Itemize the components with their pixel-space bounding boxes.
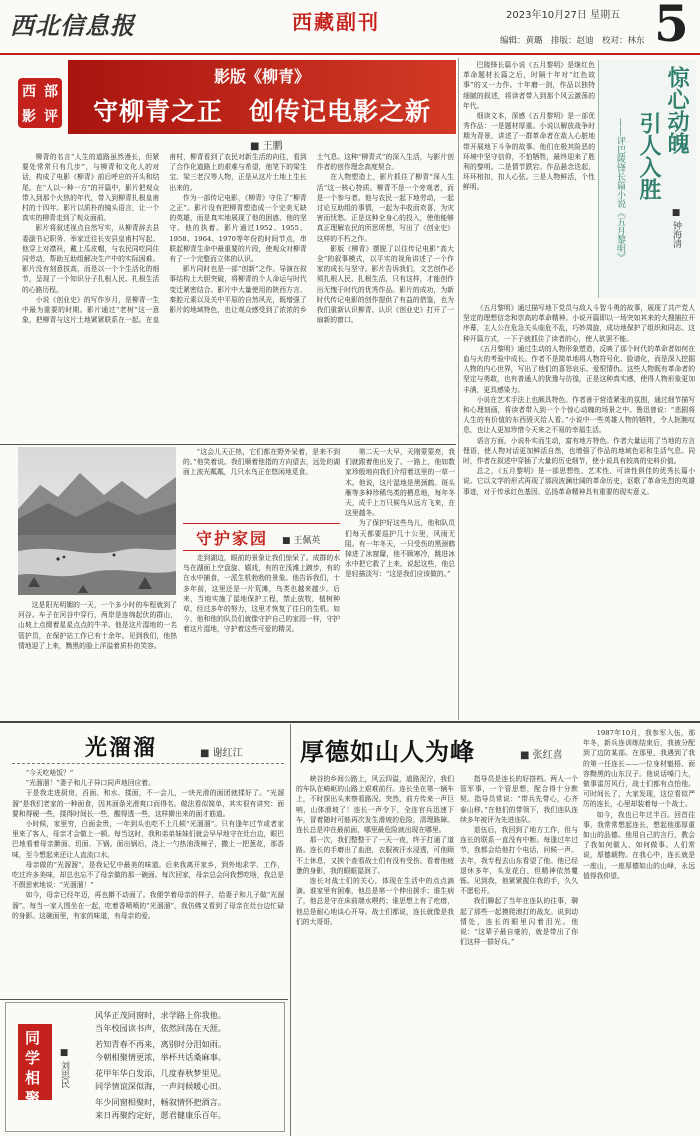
paragraph: 影版《柳青》摆脱了以往传记电影“高大全”的叙事模式，以平实的视角讲述了一个作家的成长与坚守。影片告诉我们，文艺创作必须扎根人民、扎根生活，只有这样，才能创作出无愧于时代的优秀作品。影片的成功，为新时代传记电影的创作提供了有益的借鉴，也为我们重新认识柳青、认识《创业史》打开了一扇新的窗口。	[316, 244, 454, 325]
home-body-b	[345, 447, 455, 720]
paper-logo: 西北信息报	[10, 11, 135, 40]
paragraph: 指导员是连长的好搭档。两人一个管军事，一个管思想，配合得十分默契。指导员常说：“带兵先带心，心齐泰山移。”在他们的带领下，我们连队连续多年被评为先进连队。	[460, 775, 578, 824]
headline-byline: ■ 王鹏	[250, 141, 283, 152]
headline-title: 守柳青之正 创传记电影之新	[92, 97, 431, 126]
paragraph: 小说在艺术手法上也颇具特色。作者善于营造紧张的氛围，通过细节描写和心理刻画，将读者带入到一个个惊心动魄的场景之中。鲁迅曾说：“悲剧将人生的有价值的东西毁灭给人看。”小说中一些英雄人物的牺牲，令人扼腕叹息，也让人更加珍惜今天来之不易的幸福生活。	[463, 395, 695, 435]
column-divider	[458, 58, 459, 720]
paragraph: 母亲做的“光溜溜”，是我记忆中最美的味道。后来我离开家乡，到外地求学、工作，吃过许多美味，却总也忘不了母亲做的那一碗面。每次回家，母亲总会问我想吃啥，我总是不假思索地说：“光溜溜！”	[12, 860, 284, 890]
paragraph: 作为一部传记电影，《柳青》守住了“柳青之正”。影片没有把柳青塑造成一个完美无缺的英雄，而是真实地展现了他的困惑、他的坚守、他的执着。影片通过1952、1955、1958、1964、1970等年份的时间节点，串联起柳青生命中最重要的片段，使观众对柳青有了一个完整而立体的认识。	[169, 193, 307, 264]
headline-kicker: 影版《柳青》	[213, 67, 310, 86]
column-badge	[18, 78, 62, 128]
paragraph: 走到湖边，眼前的景象让我们惊呆了。成群的水鸟在湖面上空盘旋、嬉戏，有的在浅滩上踱步，有的在水中捕食，一派生机勃勃的景象。他告诉我们，十多年前，这里还是一片荒滩，鸟类也越来越少。后来，当地实施了湿地保护工程，禁止放牧，植树种草，经过多年的努力，这里才恢复了往日的生机。如今，他和他的队员们就像守护自己的家园一样，守护着这片湿地，守护着这些可爱的精灵。	[183, 554, 340, 634]
column-badge-char: 评	[44, 108, 58, 125]
title-underline	[12, 763, 284, 765]
paragraph: 小时候，家里穷，白面金贵，一年到头也吃不上几顿“光溜溜”。只有逢年过节或者家里来了客人，母亲才会做上一顿。每当这时，我和弟弟妹妹们就会早早地守在灶台边，眼巴巴地看着母亲擀面、切面、下锅。面出锅后，浇上一勺热油泼辣子，撒上一把葱花，那香味，至今想起来还让人直流口水。	[12, 820, 284, 859]
paragraph: 在人物塑造上，影片抓住了柳青“深入生活”这一核心特质。柳青不是一个旁观者，而是一个参与者。他与农民一起下地劳动，一起讨论互助组的事情，一起为丰收而欢喜，为灾害而忧愁。正是这种全身心的投入，使他能够真正理解农民的所思所想，写出了《创业史》这样的不朽之作。	[316, 173, 454, 243]
home-byline: ■ 王佩英	[282, 536, 321, 546]
paragraph: 1987年10月，我参军入伍，那年冬，新兵连训练结束后，我被分配到了边防某部。在那里，我遇到了我的第一任连长——一位身材魁梧、面容黝黑的山东汉子。他说话嗓门大，做事雷厉风行，战士们都有点怕他。可时间长了，大家发现，这位看似严厉的连长，心里却装着每一个战士。	[583, 729, 695, 809]
poem-line: 当年校园读书声，依然回荡在天涯。	[95, 1022, 227, 1033]
paragraph: 细读文本，深感《五月黎明》是一部优秀作品：一是题材厚重。小说以解放战争时期为背景，讲述了一群革命者在敌人心脏地带开展地下斗争的故事。他们在极其险恶的环境中坚守信仰，不怕牺牲，最终迎来了胜利的黎明。二是情节跌宕。作品悬念迭起，环环相扣，扣人心弦。三是人物鲜活，个性鲜明。	[463, 112, 595, 192]
paragraph: 这是阳光明媚的一天，一个多小时的车程就到了河谷。车子在河谷中穿行，两岸是连绵起伏的群山，山坡上点缀着星星点点的牛羊。他是这片湿地的一名管护员，在保护站工作已有十余年。见到我们，他热情地迎了上来，黝黑的脸上洋溢着质朴的笑容。	[18, 601, 177, 650]
paragraph: 连长对战士们的关心，体现在生活中的点点滴滴。谁家里有困难，他总是第一个伸出援手；谁生病了，他总是守在床前端水喂药；谁思想上有了疙瘩，他总是耐心地谈心开导。战士们都说，连长就像是我们的大哥哥。	[296, 877, 454, 926]
column-badge-char: 西	[22, 83, 36, 100]
supplement-name: 西藏副刊	[292, 10, 380, 34]
poem-line: 同学情谊深似海，一声问候暖心田。	[95, 1080, 227, 1091]
column-divider	[290, 724, 291, 1136]
paragraph: 退伍后，我回到了地方工作，但与连长的联系一直没有中断。每逢过年过节，我都会给他打个电话，问候一声。去年，我专程去山东看望了他。他已经退休多年，头发花白，但精神依然矍铄。见到我，他紧紧握住我的手，久久不愿松开。	[460, 826, 578, 896]
review-body-top	[463, 60, 595, 300]
memoir-title: 厚德如山人为峰	[300, 737, 475, 766]
poem-title	[25, 1028, 40, 1108]
header-rule	[0, 53, 700, 55]
poem-line: 风华正茂同窗时，求学路上你我他。	[95, 1010, 227, 1020]
paragraph: 《五月黎明》通过生动的人物形象塑造，反映了那个时代的革命者如何在血与火的考验中成长。作者不是简单地将人物符号化、脸谱化，而是深入挖掘人物的内心世界，写出了他们的喜怒哀乐、爱恨情仇。这些人物既有革命者的坚定与勇敢，也有普通人的犹豫与彷徨，正是这种真实感，使得人物形象更加丰满，更具感染力。	[463, 344, 695, 394]
poem-line: 若知青春不再来，离别时分泪如雨。	[95, 1039, 227, 1049]
essay-byline: ■ 谢红江	[200, 748, 243, 759]
paragraph: 《五月黎明》通过描写地下党员与敌人斗智斗勇的故事，展现了共产党人坚定的理想信念和崇高的革命精神。小说开篇即以一场突如其来的大搜捕拉开序幕，主人公在危急关头临危不乱，巧妙周旋，成功地保护了组织和同志。这种开篇方式，一下子就抓住了读者的心，使人欲罢不能。	[463, 304, 695, 343]
page-number: 5	[654, 0, 689, 53]
poem-title-char: 同	[25, 1029, 41, 1047]
paragraph: 影片同时也是一部“创新”之作。导演在叙事结构上大胆突破，将柳青的个人命运与时代变迁紧密结合。影片中大量使用的陕西方言、秦腔元素以及关中平原的自然风光，既增强了影片的地域特色，也让观众感受到了浓浓的乡土气息。这种“柳青式”的深入生活，与影片创作者的创作理念高度契合。	[169, 153, 454, 315]
column-badge-char: 部	[44, 83, 58, 100]
paragraph: 影片将叙述视点自然写实，从柳青辞去县委副书记职务、举家迁往长安县皇甫村写起。他穿上对襟袄，戴上瓜皮帽，与农民同吃同住同劳动，帮助互助组解决生产中的实际困难。影片没有刻意拔高，而是以一个个生活化的细节，呈现了一个知识分子扎根人民、扎根生活的心路历程。	[22, 224, 160, 294]
poem-line: 花甲年华白发添，几度春秋梦里见。	[95, 1068, 227, 1078]
paragraph: “光溜溜！”妻子和儿子异口同声地回应着。	[25, 779, 155, 788]
editor-credits: 编辑：黄璐 排版：赵迪 校对：林东	[500, 36, 645, 46]
essay-body	[12, 768, 284, 996]
paragraph: 峡谷的乡间公路上，风云四溢，道路泥泞，我们的车队在崎岖的山路上艰难前行。连长坐在第一辆车上，不时探出头来察看路况。突然，前方传来一声巨响，山体滑坡了！连长一声令下，全连官兵迅速下车，冒着随时可能再次发生滑坡的危险，清理路障。连长总是冲在最前面，哪里最危险就出现在哪里。	[296, 775, 454, 835]
poem-lines	[95, 1009, 280, 1129]
review-body-bottom	[463, 303, 695, 719]
memoir-body-col1	[296, 774, 454, 1132]
paragraph: 总之，《五月黎明》是一部思想性、艺术性、可读性俱佳的优秀长篇小说。它以文学的形式再现了那段波澜壮阔的革命历史，讴歌了革命先烈的英雄事迹，对于传承红色基因、弘扬革命精神具有重要的现实意义。	[463, 467, 695, 496]
poem-byline: ■ 刘思民	[59, 1048, 69, 1088]
review-subtitle: ——评巴陵锋长篇小说《五月黎明》	[615, 118, 625, 262]
paragraph: 如今，母亲已经年迈，再也擀不动面了。我便学着母亲的样子，给妻子和儿子做“光溜溜”。每当一家人围坐在一起，吃着香喷喷的“光溜溜”，我仿佛又看到了母亲在灶台边忙碌的身影。这碗面里，有家的味道，有母亲的爱。	[12, 891, 284, 920]
paragraph: 语言方面，小说朴实而生动，富有地方特色。作者大量运用了当地的方言俚语，使人物对话更加鲜活自然，也增强了作品的地域色彩和生活气息。同时，作者在叙述中穿插了大量的历史细节，使小说具有较高的史料价值。	[463, 436, 695, 466]
wetland-photo	[18, 447, 176, 595]
paragraph: 第二天一大早，天刚蒙蒙亮，我们就跟着他出发了。一路上，他如数家珍般地向我们介绍着这里的一草一木。他说，这片湿地是黑颈鹤、斑头雁等多种珍稀鸟类的栖息地，每年冬天，成千上万只候鸟从远方飞来，在这里越冬。	[345, 448, 455, 518]
article-body	[22, 152, 454, 440]
column-badge-char: 影	[22, 108, 36, 125]
paragraph: 于是我走进厨房，舀面、和水、揉面，不一会儿，一块光滑的面团就揉好了。“光溜溜”是我们老家的一种面食，因其面条光滑爽口而得名。做法看似简单，其实很有讲究：面要和得硬一些，揉得时间长一些，醒得透一些，这样擀出来的面才筋道。	[12, 789, 284, 818]
paragraph: “这会儿天正热，它们都在野外呆着，是来不到的。”他笑着说。我们顺着他指的方向望去，远处的湖面上波光粼粼，几只水鸟正在悠闲地觅食。	[183, 448, 340, 477]
paragraph: 为了保护好这些鸟儿，他和队员们每天都要巡护几十公里，风雨无阻。有一年冬天，一只受伤的黑颈鹤掉进了冰窟窿，他不顾寒冷，跳进冰水中把它救了上来。说起这些，他总是轻描淡写：“这是我们应该做的。”	[345, 519, 455, 579]
issue-date: 2023年10月27日 星期五	[506, 10, 621, 21]
home-body-a	[183, 447, 340, 521]
memoir-body-col3	[583, 728, 695, 1132]
paragraph: 小说《创业史》的写作岁月，是柳青一生中最为重要的时期。影片通过“老树”这一意象，把柳青与这片土地紧紧联系在一起。在皇甫村，柳青看到了农民对新生活的向往，看到了合作化道路上的艰难与希望，他笔下的梁生宝、梁三老汉等人物，正是从这片土地上生长出来的。	[22, 153, 307, 325]
memoir-byline: ■ 张红喜	[520, 750, 563, 761]
poem-title-char: 相	[25, 1069, 41, 1087]
memoir-body-col2	[460, 774, 578, 1132]
review-title-line2: 引人入胜	[636, 112, 662, 200]
poem-title-char: 聚	[25, 1089, 41, 1107]
essay-title: 光溜溜	[85, 735, 158, 761]
home-body-c	[183, 553, 340, 720]
paragraph: 柳青的名言“人生的道路虽然漫长，但紧要处常常只有几步”，与柳青和文化人的对话，构成了电影《柳青》前后呼应的开头和结尾。在“人以一种一方”的开篇中，影片把观众带入到那个火热的年代，带入到柳青扎根皇甫村的十四年。影片以质朴的镜头语言，让一个真实的柳青走到了观众面前。	[22, 153, 160, 223]
poem-line: 今朝相聚情更浓，举杯共话桑麻事。	[95, 1051, 227, 1062]
paragraph: “今天吃啥饭？”	[25, 769, 74, 777]
paragraph: 我们聊起了当年在连队的往事，聊起了那些一起摸爬滚打的战友。说到动情处，连长的眼里闪着泪光。他说：“这辈子最自豪的，就是带出了你们这样一群好兵。”	[460, 897, 578, 947]
poem-line: 来日再聚约定好，愿君健康乐百年。	[95, 1109, 227, 1120]
poem-line: 年少同窗相聚时，畅叙情怀把酒言。	[95, 1097, 227, 1107]
review-title-line1: 惊心动魄	[664, 66, 690, 154]
section-divider	[0, 721, 700, 723]
paragraph: 那一次，我们整整干了一天一夜，终于打通了道路。连长的手磨出了血泡，衣服被汗水浸透，可他顾不上休息，又挨个查看战士们有没有受伤。看着他疲惫的身影，我的眼眶湿润了。	[296, 836, 454, 875]
home-title: 守护家园	[196, 529, 269, 548]
section-divider	[0, 444, 456, 445]
paragraph: 巴陵锋长篇小说《五月黎明》是继红色革命题材长篇之后，时隔十年对“红色故事”的又一力作。十年磨一剑，作品以独特细腻的叙述，将读者带入到那个风云激荡的年代。	[463, 61, 595, 110]
poem-title-char: 学	[25, 1049, 41, 1067]
section-divider	[0, 999, 288, 1000]
home-body-intro	[18, 600, 177, 720]
review-byline: ■ 钟海清	[671, 208, 681, 248]
paragraph: 如今，我也已年过半百。回首往事，我常常想起连长，想起他那厚重如山的品德。他用自己的言行，教会了我如何做人、如何做事。人们常说，厚德载物。在我心中，连长就是一座山，一座厚德如山的山峰，永远值得我仰望。	[583, 810, 695, 880]
